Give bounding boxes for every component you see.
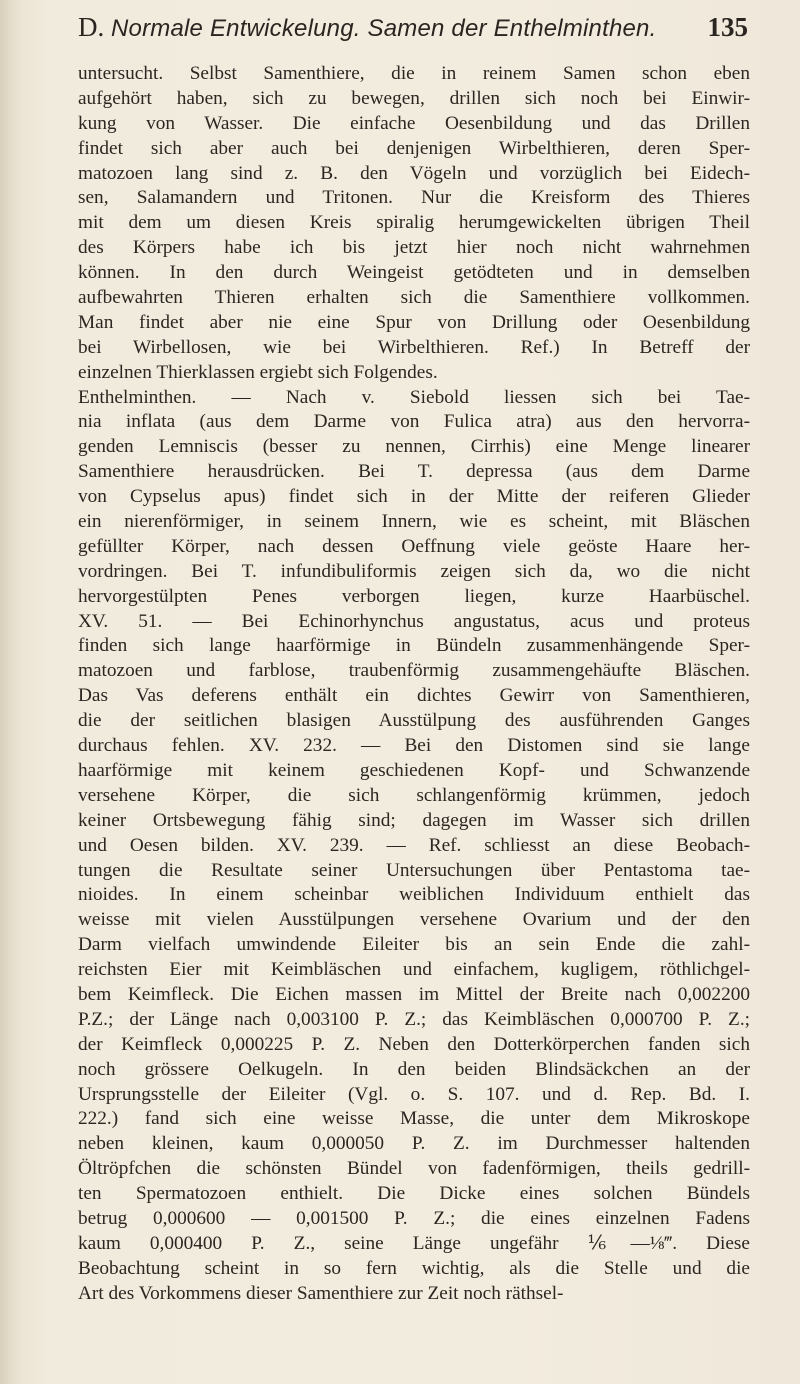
text-line: können. In den durch Weingeist getödteten und in demselben [78, 262, 750, 284]
text-line: die der seitlichen blasigen Ausstülpung des ausführenden Ganges [78, 710, 750, 732]
text-line: mit dem um diesen Kreis spiralig herumgewickelten übrigen Theil [78, 212, 750, 234]
text-line: bem Keimfleck. Die Eichen massen im Mittel der Breite nach 0,002200 [78, 983, 750, 1005]
text-line: aufgehört haben, sich zu bewegen, drillen sich noch bei Einwir- [78, 87, 750, 109]
page-number: 135 [707, 12, 748, 42]
text-line: aufbewahrten Thieren erhalten sich die Samenthiere vollkommen. [78, 287, 750, 309]
text-line: bei Wirbellosen, wie bei Wirbelthieren. Ref.) In Betreff der [78, 336, 750, 358]
text-line: durchaus fehlen. XV. 232. — Bei den Distomen sind sie lange [78, 735, 750, 757]
text-line: kaum 0,000400 P. Z., seine Länge ungefähr ⅙—⅛‴. Diese [78, 1232, 750, 1254]
running-title: Normale Entwickelung. Samen der Enthelminthen. [111, 15, 657, 42]
text-line: matozoen und farblose, traubenförmig zusammengehäufte Bläschen. [78, 660, 750, 682]
text-line: tungen die Resultate seiner Untersuchungen über Pentastoma tae- [78, 859, 750, 881]
binding-shadow [0, 0, 22, 1384]
text-line: P.Z.; der Länge nach 0,003100 P. Z.; das Keimbläschen 0,000700 P. Z.; [78, 1008, 750, 1030]
text-line: Art des Vorkommens dieser Samenthiere zur Zeit noch räthsel- [78, 1282, 564, 1304]
text-line: matozoen lang sind z. B. den Vögeln und vorzüglich bei Eidech- [78, 162, 750, 184]
text-line: kung von Wasser. Die einfache Oesenbildung und das Drillen [78, 112, 750, 134]
text-line: und Oesen bilden. XV. 239. — Ref. schliesst an diese Beobach- [78, 834, 750, 856]
text-line: des Körpers habe ich bis jetzt hier noch nicht wahrnehmen [78, 237, 750, 259]
text-line: betrug 0,000600 — 0,001500 P. Z.; die eines einzelnen Fadens [78, 1207, 750, 1229]
text-line: einzelnen Thierklassen ergiebt sich Folgendes. [78, 361, 438, 383]
text-line: hervorgestülpten Penes verborgen liegen, kurze Haarbüschel. [78, 585, 750, 607]
text-line: finden sich lange haarförmige in Bündeln zusammenhängende Sper- [78, 635, 750, 657]
text-line: Das Vas deferens enthält ein dichtes Gewirr von Samenthieren, [78, 685, 750, 707]
text-line: Öltröpfchen die schönsten Bündel von fadenförmigen, theils gedrill- [78, 1158, 750, 1180]
text-line: sen, Salamandern und Tritonen. Nur die Kreisform des Thieres [78, 187, 750, 209]
text-line: untersucht. Selbst Samenthiere, die in reinem Samen schon eben [78, 63, 750, 84]
text-line: findet sich aber auch bei denjenigen Wirbelthieren, deren Sper- [78, 137, 750, 159]
text-line: ein nierenförmiger, in seinem Innern, wie es scheint, mit Bläschen [78, 511, 750, 533]
text-line: Enthelminthen. — Nach v. Siebold liessen sich bei Tae- [78, 386, 750, 408]
text-line: Beobachtung scheint in so fern wichtig, als die Stelle und die [78, 1257, 750, 1279]
running-head [78, 12, 708, 43]
body-text [78, 62, 750, 1307]
text-line: neben kleinen, kaum 0,000050 P. Z. im Durchmesser haltenden [78, 1133, 750, 1155]
text-line: Man findet aber nie eine Spur von Drillung oder Oesenbildung [78, 311, 750, 333]
text-line: der Keimfleck 0,000225 P. Z. Neben den Dotterkörperchen fanden sich [78, 1033, 750, 1055]
section-letter: D. [78, 12, 105, 42]
text-line: nia inflata (aus dem Darme von Fulica atra) aus den hervorra- [78, 411, 750, 433]
text-line: nioides. In einem scheinbar weiblichen Individuum enthielt das [78, 884, 750, 906]
text-line: vordringen. Bei T. infundibuliformis zeigen sich da, wo die nicht [78, 560, 750, 582]
text-line: haarförmige mit keinem geschiedenen Kopf- und Schwanzende [78, 759, 750, 781]
text-line: keiner Ortsbewegung fähig sind; dagegen im Wasser sich drillen [78, 809, 750, 831]
text-line: reichsten Eier mit Keimbläschen und einfachem, kugligem, röthlichgel- [78, 959, 750, 981]
running-header [78, 12, 748, 52]
text-line: genden Lemniscis (besser zu nennen, Cirrhis) eine Menge linearer [78, 436, 750, 458]
text-line: ten Spermatozoen enthielt. Die Dicke eines solchen Bündels [78, 1183, 750, 1205]
text-line: weisse mit vielen Ausstülpungen versehene Ovarium und der den [78, 909, 750, 931]
text-line: 222.) fand sich eine weisse Masse, die unter dem Mikroskope [78, 1108, 750, 1130]
text-line: von Cypselus apus) findet sich in der Mitte der reiferen Glieder [78, 486, 750, 508]
text-line: XV. 51. — Bei Echinorhynchus angustatus, acus und proteus [78, 610, 750, 632]
text-line: Samenthiere herausdrücken. Bei T. depressa (aus dem Darme [78, 461, 750, 483]
text-line: Darm vielfach umwindende Eileiter bis an sein Ende die zahl- [78, 934, 750, 956]
text-line: Ursprungsstelle der Eileiter (Vgl. o. S. 107. und d. Rep. Bd. I. [78, 1083, 750, 1105]
text-line: noch grössere Oelkugeln. In den beiden Blindsäckchen an der [78, 1058, 750, 1080]
text-line: versehene Körper, die sich schlangenförmig krümmen, jedoch [78, 784, 750, 806]
text-line: gefüllter Körper, nach dessen Oeffnung viele geöste Haare her- [78, 535, 750, 557]
